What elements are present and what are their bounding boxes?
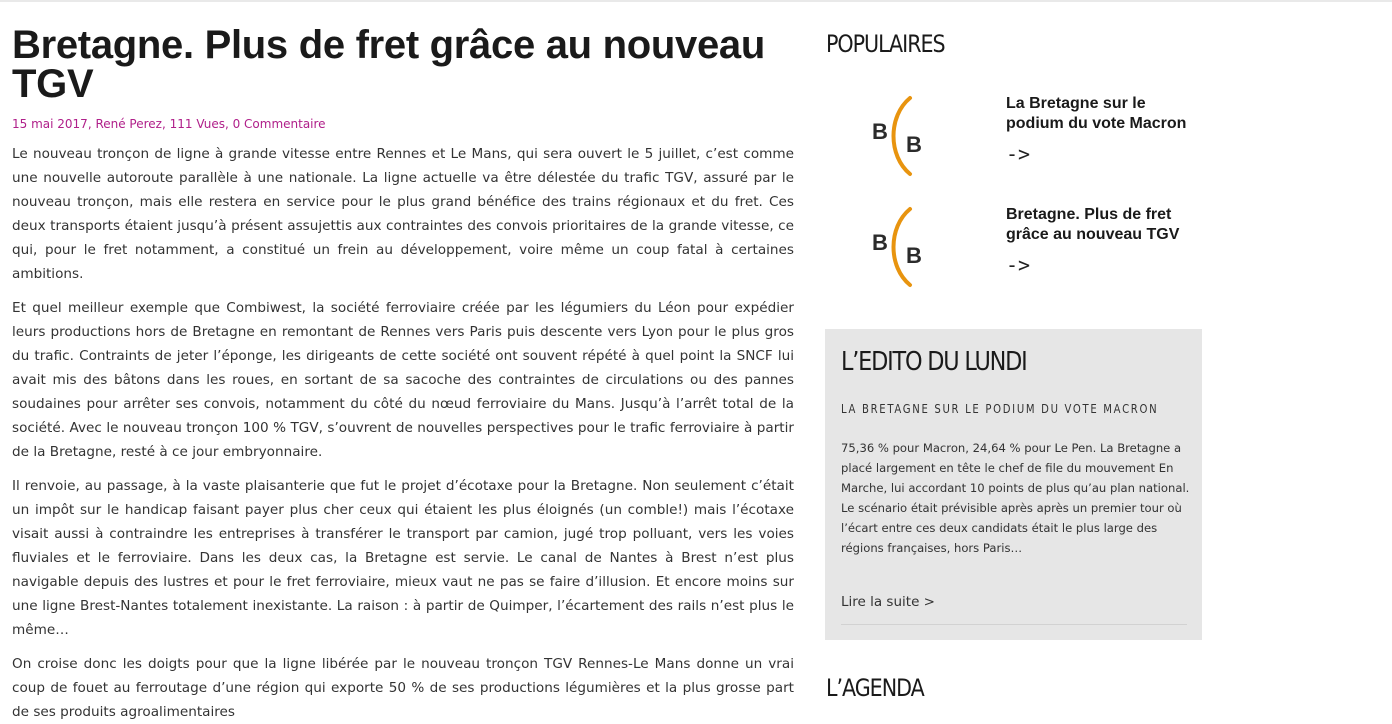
arrow-right-icon[interactable]: ->	[1006, 142, 1031, 166]
site-logo-icon[interactable]	[866, 94, 936, 178]
popular-item[interactable]	[826, 205, 1202, 305]
top-border	[0, 0, 1392, 2]
read-more-link[interactable]: Lire la suite >	[841, 594, 935, 610]
article-paragraph: Il renvoie, au passage, à la vaste plaisanterie que fut le projet d’écotaxe pour la Bretagne. Non seulement c’était un impôt sur le handicap faisant payer plus cher ceux qui étaient les plus éloignés (un comble!) mais l’écotaxe visait aussi à contraindre les entreprises à transférer le transport par camion, jugé trop polluant, vers les voies fluviales et le ferroviaire. Dans les deux cas, la Bretagne est servie. Le canal de Nantes à Brest n’est plus navigable depuis des lustres et pour le fret ferroviaire, mieux vaut ne pas se faire d’illusion. Et encore moins sur une ligne Brest-Nantes totalement inexistante. La raison : à partir de Quimper, l’écartement des rails n’est plus le même…	[12, 478, 794, 638]
edito-excerpt: 75,36 % pour Macron, 24,64 % pour Le Pen. La Bretagne a placé largement en tête le chef de file du mouvement En Marche, lui accordant 10 points de plus qu’au plan national. Le scénario était prévisible après après un premier tour où l’écart entre ces deux candidats était le plus large des régions françaises, hors Paris…	[841, 441, 1190, 555]
site-logo-icon[interactable]	[866, 205, 936, 289]
logo-letter: B	[872, 230, 888, 255]
populaires-heading: POPULAIRES	[826, 30, 945, 58]
article-meta[interactable]: 15 mai 2017, René Perez, 111 Vues, 0 Commentaire	[12, 117, 326, 131]
popular-item[interactable]	[826, 94, 1202, 194]
logo-letter: B	[906, 243, 922, 268]
edito-box	[825, 329, 1202, 640]
article-paragraph: Le nouveau tronçon de ligne à grande vitesse entre Rennes et Le Mans, qui sera ouvert le 5 juillet, c’est comme une nouvelle autoroute parallèle à une nationale. La ligne actuelle va être délestée du trafic TGV, assuré par le nouveau tronçon, mais elle restera en service pour le plus grand bénéfice des trains régionaux et du fret. Ces deux transports étaient jusqu’à présent assujettis aux contraintes des convois prioritaires de la grande vitesse, ce qui, pour le fret notamment, a constitué un frein au développement, voire même un coup fatal à certaines ambitions.	[12, 146, 794, 282]
article	[12, 23, 794, 724]
article-title: Bretagne. Plus de fret grâce au nouveau TGV	[12, 23, 765, 106]
edito-subtitle[interactable]: LA BRETAGNE SUR LE PODIUM DU VOTE MACRON	[841, 402, 1159, 416]
article-paragraph: On croise donc les doigts pour que la ligne libérée par le nouveau tronçon TGV Rennes-Le Mans donne un vrai coup de fouet au ferroutage d’une région qui exporte 50 % de ses productions légumières et la plus grosse part de ses produits agroalimentaires	[12, 656, 794, 720]
agenda-heading: L’AGENDA	[826, 674, 924, 702]
logo-letter: B	[872, 119, 888, 144]
popular-item-title[interactable]: Bretagne. Plus de fret grâce au nouveau TGV	[1006, 206, 1180, 243]
popular-item-title[interactable]: La Bretagne sur le podium du vote Macron	[1006, 95, 1187, 132]
article-paragraph: Et quel meilleur exemple que Combiwest, la société ferroviaire créée par les légumiers du Léon pour expédier leurs productions hors de Bretagne en remontant de Rennes vers Paris puis descente vers Lyon pour le plus gros du trafic. Contraints de jeter l’éponge, les dirigeants de cette société ont souvent répété à quel point la SNCF lui avait mis des bâtons dans les roues, en sortant de sa sacoche des contraintes de circulations ou des pannes soudaines pour arrêter ses convois, notamment du côté du nœud ferroviaire du Mans. Jusqu’à l’arrêt total de la société. Avec le nouveau tronçon 100 % TGV, s’ouvrent de nouvelles perspectives pour le trafic ferroviaire à partir de la Bretagne, resté à ce jour embryonnaire.	[12, 300, 794, 460]
logo-letter: B	[906, 132, 922, 157]
arrow-right-icon[interactable]: ->	[1006, 253, 1031, 277]
edito-heading: L’EDITO DU LUNDI	[841, 347, 1027, 377]
divider	[841, 624, 1187, 625]
